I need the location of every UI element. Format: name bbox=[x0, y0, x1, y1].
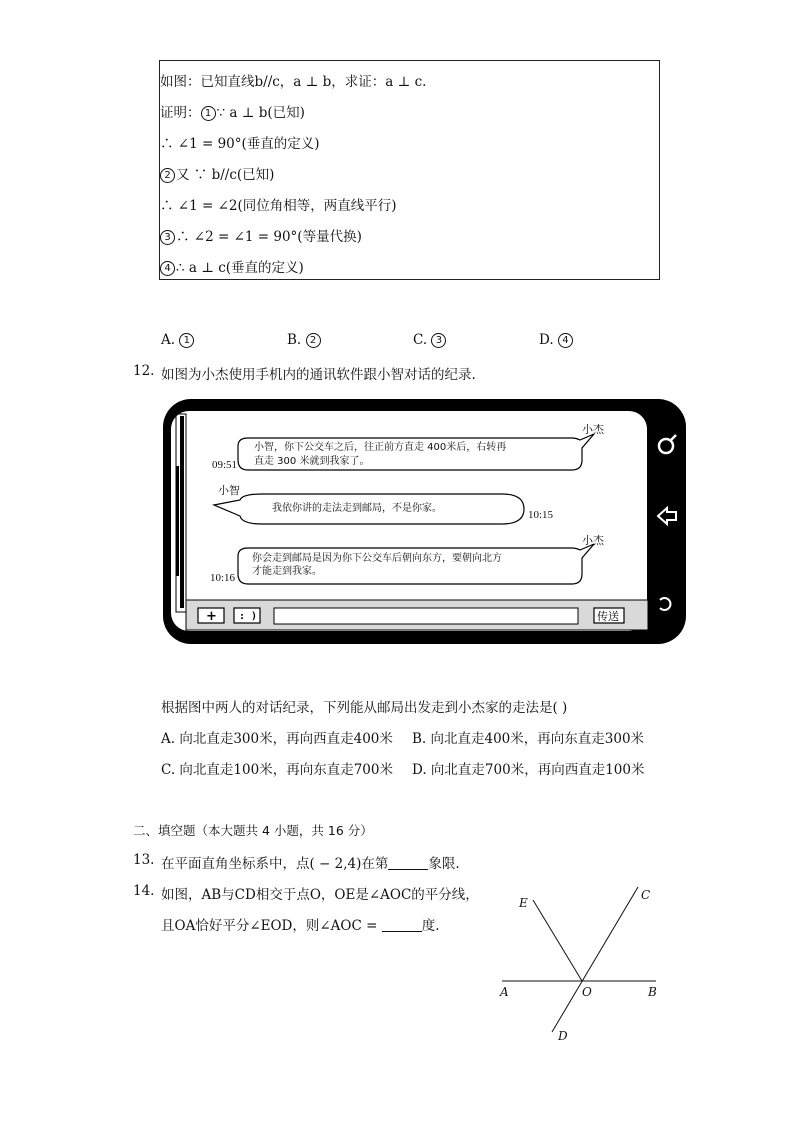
ray-oe bbox=[533, 900, 582, 981]
msg3-line2: 才能走到我家。 bbox=[252, 566, 322, 577]
q14-line2-a: 且OA恰好平分∠EOD，则∠AOC = bbox=[161, 918, 382, 934]
line-cd bbox=[552, 887, 638, 1032]
timestamp-3: 10:16 bbox=[210, 572, 236, 584]
emoji-label: : ) bbox=[239, 611, 258, 622]
sender-name-jie-1: 小杰 bbox=[582, 423, 604, 436]
q12-option-c[interactable]: C. 向北直走100米，再向东直走700米 bbox=[161, 762, 393, 778]
label-a: A bbox=[500, 985, 509, 999]
circled-number-4: 4 bbox=[160, 261, 175, 276]
proof-text-6: ∴ ∠2 = ∠1 = 90°(等量代换) bbox=[176, 229, 362, 245]
plus-label: + bbox=[206, 609, 217, 624]
q14-line2 bbox=[161, 914, 440, 934]
label-d: D bbox=[558, 1029, 568, 1043]
q12-stem: 如图为小杰使用手机内的通讯软件跟小智对话的纪录. bbox=[161, 367, 476, 383]
sender-name-jie-2: 小杰 bbox=[582, 534, 604, 547]
q12-option-d[interactable]: D. 向北直走700米，再向西直走100米 bbox=[412, 762, 645, 778]
q13-number: 13. bbox=[133, 852, 155, 868]
msg1-line1: 小智，你下公交车之后，往正前方直走 400米后，右转再 bbox=[254, 442, 507, 453]
circled-number-3: 3 bbox=[431, 333, 446, 348]
chat-bubble-3 bbox=[238, 544, 594, 584]
proof-prefix: 证明： bbox=[160, 105, 201, 121]
q13-blank[interactable] bbox=[388, 857, 428, 870]
circled-number-3: 3 bbox=[160, 230, 175, 245]
q11-option-c[interactable]: C. 3 bbox=[413, 332, 447, 348]
circled-number-2: 2 bbox=[306, 333, 321, 348]
section-2-title: 二、填空题（本大题共 4 小题，共 16 分） bbox=[133, 823, 373, 838]
q14-line1: 如图，AB与CD相交于点O，OE是∠AOC的平分线， bbox=[161, 887, 479, 903]
q11-option-d[interactable]: D. 4 bbox=[539, 332, 574, 348]
label-c: C bbox=[641, 888, 651, 902]
q12-option-b[interactable]: B. 向北直走400米，再向东直走300米 bbox=[412, 731, 645, 747]
msg3-line1: 你会走到邮局是因为你下公交车后朝向东方，要朝向北方 bbox=[252, 553, 502, 564]
q14-blank[interactable] bbox=[382, 919, 422, 932]
msg1-line2: 直走 300 米就到我家了。 bbox=[254, 456, 370, 467]
chat-text-input[interactable] bbox=[274, 608, 578, 624]
sender-name-zhi: 小智 bbox=[218, 484, 240, 497]
q13-text-b: 象限. bbox=[428, 856, 460, 872]
proof-line-6 bbox=[160, 225, 362, 245]
timestamp-2: 10:15 bbox=[528, 509, 554, 521]
proof-box bbox=[159, 60, 660, 280]
msg2: 我依你讲的走法走到邮局，不是你家。 bbox=[272, 503, 442, 514]
screen-left-bar bbox=[180, 416, 184, 608]
circled-number-4: 4 bbox=[558, 333, 573, 348]
proof-text-2: ∵ a ⊥ b(已知) bbox=[216, 105, 305, 121]
circled-number-1: 1 bbox=[201, 106, 216, 121]
label-b: B bbox=[648, 985, 657, 999]
proof-text-7: ∴ a ⊥ c(垂直的定义) bbox=[176, 260, 304, 276]
phone-chat-illustration bbox=[162, 398, 688, 646]
proof-line-4 bbox=[160, 163, 274, 183]
timestamp-1: 09:51 bbox=[212, 459, 238, 471]
q12-question: 根据图中两人的对话纪录，下列能从邮局出发走到小杰家的走法是( ) bbox=[161, 700, 568, 716]
proof-text-4: 又 ∵ b//c(已知) bbox=[176, 167, 275, 183]
q11-option-b[interactable]: B. 2 bbox=[287, 332, 322, 348]
proof-line-7 bbox=[160, 256, 304, 276]
circled-number-2: 2 bbox=[160, 168, 175, 183]
send-label: 传送 bbox=[597, 610, 619, 623]
circled-number-1: 1 bbox=[179, 333, 194, 348]
proof-line-5: ∴ ∠1 = ∠2(同位角相等，两直线平行) bbox=[160, 198, 397, 214]
q12-number: 12. bbox=[133, 363, 155, 379]
q13-text bbox=[161, 852, 460, 872]
proof-line-1: 如图：已知直线b//c，a ⊥ b，求证：a ⊥ c. bbox=[160, 74, 427, 90]
label-e: E bbox=[519, 896, 528, 910]
q13-text-a: 在平面直角坐标系中，点( − 2,4)在第 bbox=[161, 856, 389, 872]
q14-line2-b: 度. bbox=[421, 918, 440, 934]
label-o: O bbox=[582, 985, 592, 999]
proof-line-2 bbox=[160, 101, 305, 121]
q11-option-a[interactable]: A. 1 bbox=[161, 332, 195, 348]
proof-line-3: ∴ ∠1 = 90°(垂直的定义) bbox=[160, 136, 320, 152]
q14-number: 14. bbox=[133, 883, 155, 899]
q14-geometry-figure bbox=[496, 880, 666, 1050]
q12-option-a[interactable]: A. 向北直走300米，再向西直走400米 bbox=[161, 731, 393, 747]
screen-scroll-thumb bbox=[176, 466, 179, 576]
